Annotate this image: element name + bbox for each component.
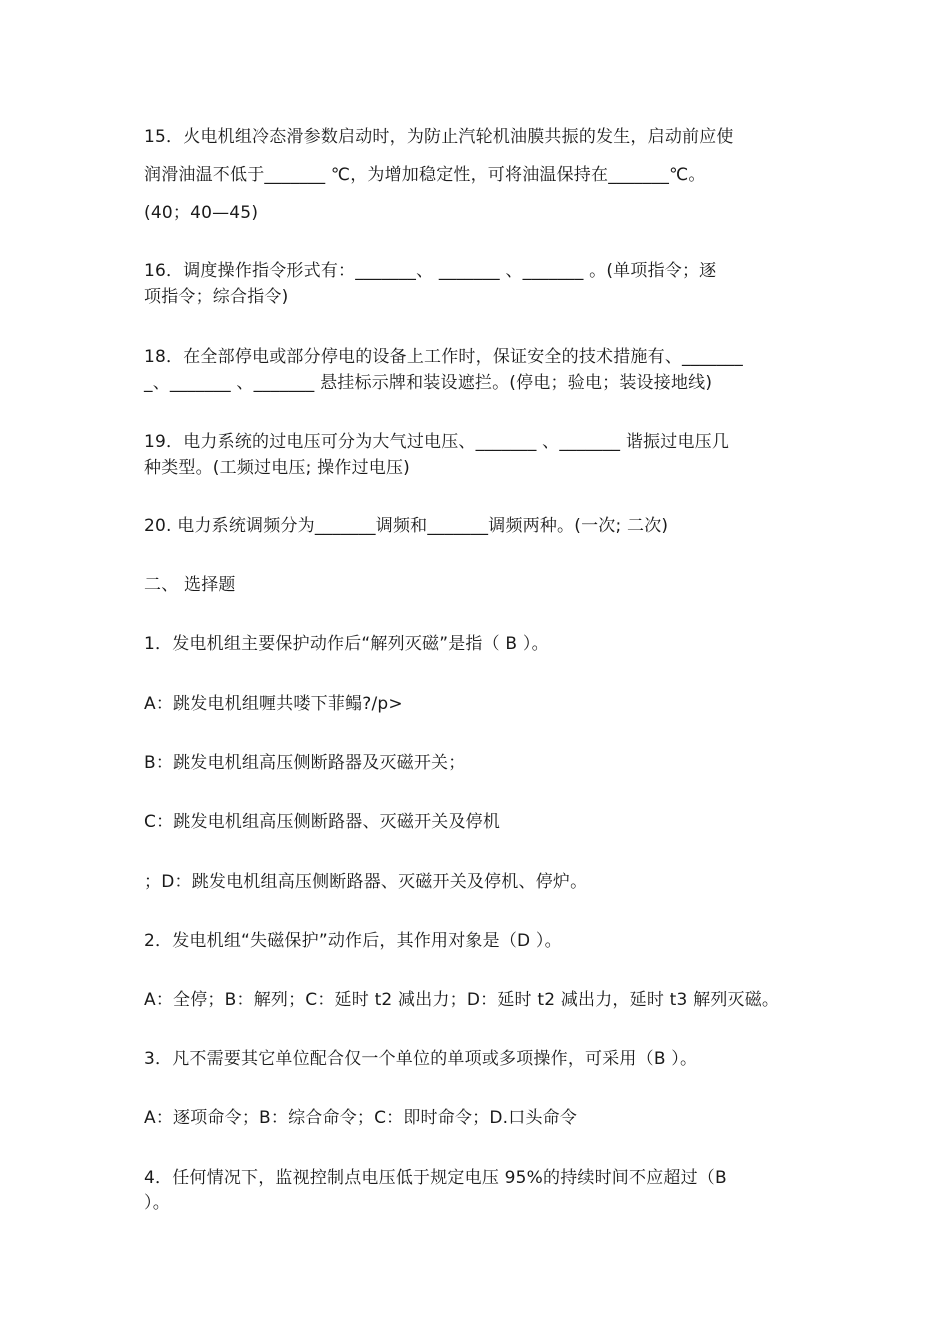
q16-line1: 16．调度操作指令形式有：_______、 _______ 、_______ 。(单项指令；逐 [144, 261, 717, 281]
c1-option-c: C：跳发电机组高压侧断路器、灭磁开关及停机 [144, 812, 501, 832]
q15-answer: (40；40—45) [144, 203, 259, 223]
q18-line2: _、_______ 、_______ 悬挂标示牌和装设遮拦。(停电；验电；装设接地线) [144, 373, 713, 393]
q15-line1: 15．火电机组冷态滑参数启动时，为防止汽轮机油膜共振的发生，启动前应使 [144, 127, 734, 147]
c1-option-a: A：跳发电机组喱共喽下菲鳎?/p> [144, 694, 403, 714]
c1-option-d: ；D：跳发电机组高压侧断路器、灭磁开关及停机、停炉。 [144, 872, 588, 892]
q19-line2: 种类型。(工频过电压; 操作过电压) [144, 458, 410, 478]
q15-line2: 润滑油温不低于_______ ℃，为增加稳定性，可将油温保持在_______℃。 [144, 165, 706, 185]
c4-line2: ）。 [144, 1193, 170, 1213]
c3-question: 3．凡不需要其它单位配合仅一个单位的单项或多项操作，可采用（B ）。 [144, 1049, 698, 1069]
q20: 20. 电力系统调频分为_______调频和_______调频两种。(一次; 二次) [144, 516, 669, 536]
c2-options: A：全停；B：解列；C：延时 t2 减出力；D：延时 t2 减出力，延时 t3 解列灭磁。 [144, 990, 780, 1010]
q19-line1: 19．电力系统的过电压可分为大气过电压、_______ 、_______ 谐振过电压几 [144, 432, 730, 452]
q16-line2: 项指令；综合指令) [144, 287, 289, 307]
q18-line1: 18．在全部停电或部分停电的设备上工作时，保证安全的技术措施有、_______ [144, 347, 743, 367]
c3-options: A：逐项命令；B：综合命令；C：即时命令；D.口头命令 [144, 1108, 578, 1128]
c4-line1: 4．任何情况下，监视控制点电压低于规定电压 95%的持续时间不应超过（B [144, 1168, 727, 1188]
c1-question: 1．发电机组主要保护动作后“解列灭磁”是指（ B ）。 [144, 634, 549, 654]
c2-question: 2．发电机组“失磁保护”动作后，其作用对象是（D ）。 [144, 931, 562, 951]
c1-option-b: B：跳发电机组高压侧断路器及灭磁开关； [144, 753, 466, 773]
section-heading-choice: 二、 选择题 [144, 575, 236, 595]
